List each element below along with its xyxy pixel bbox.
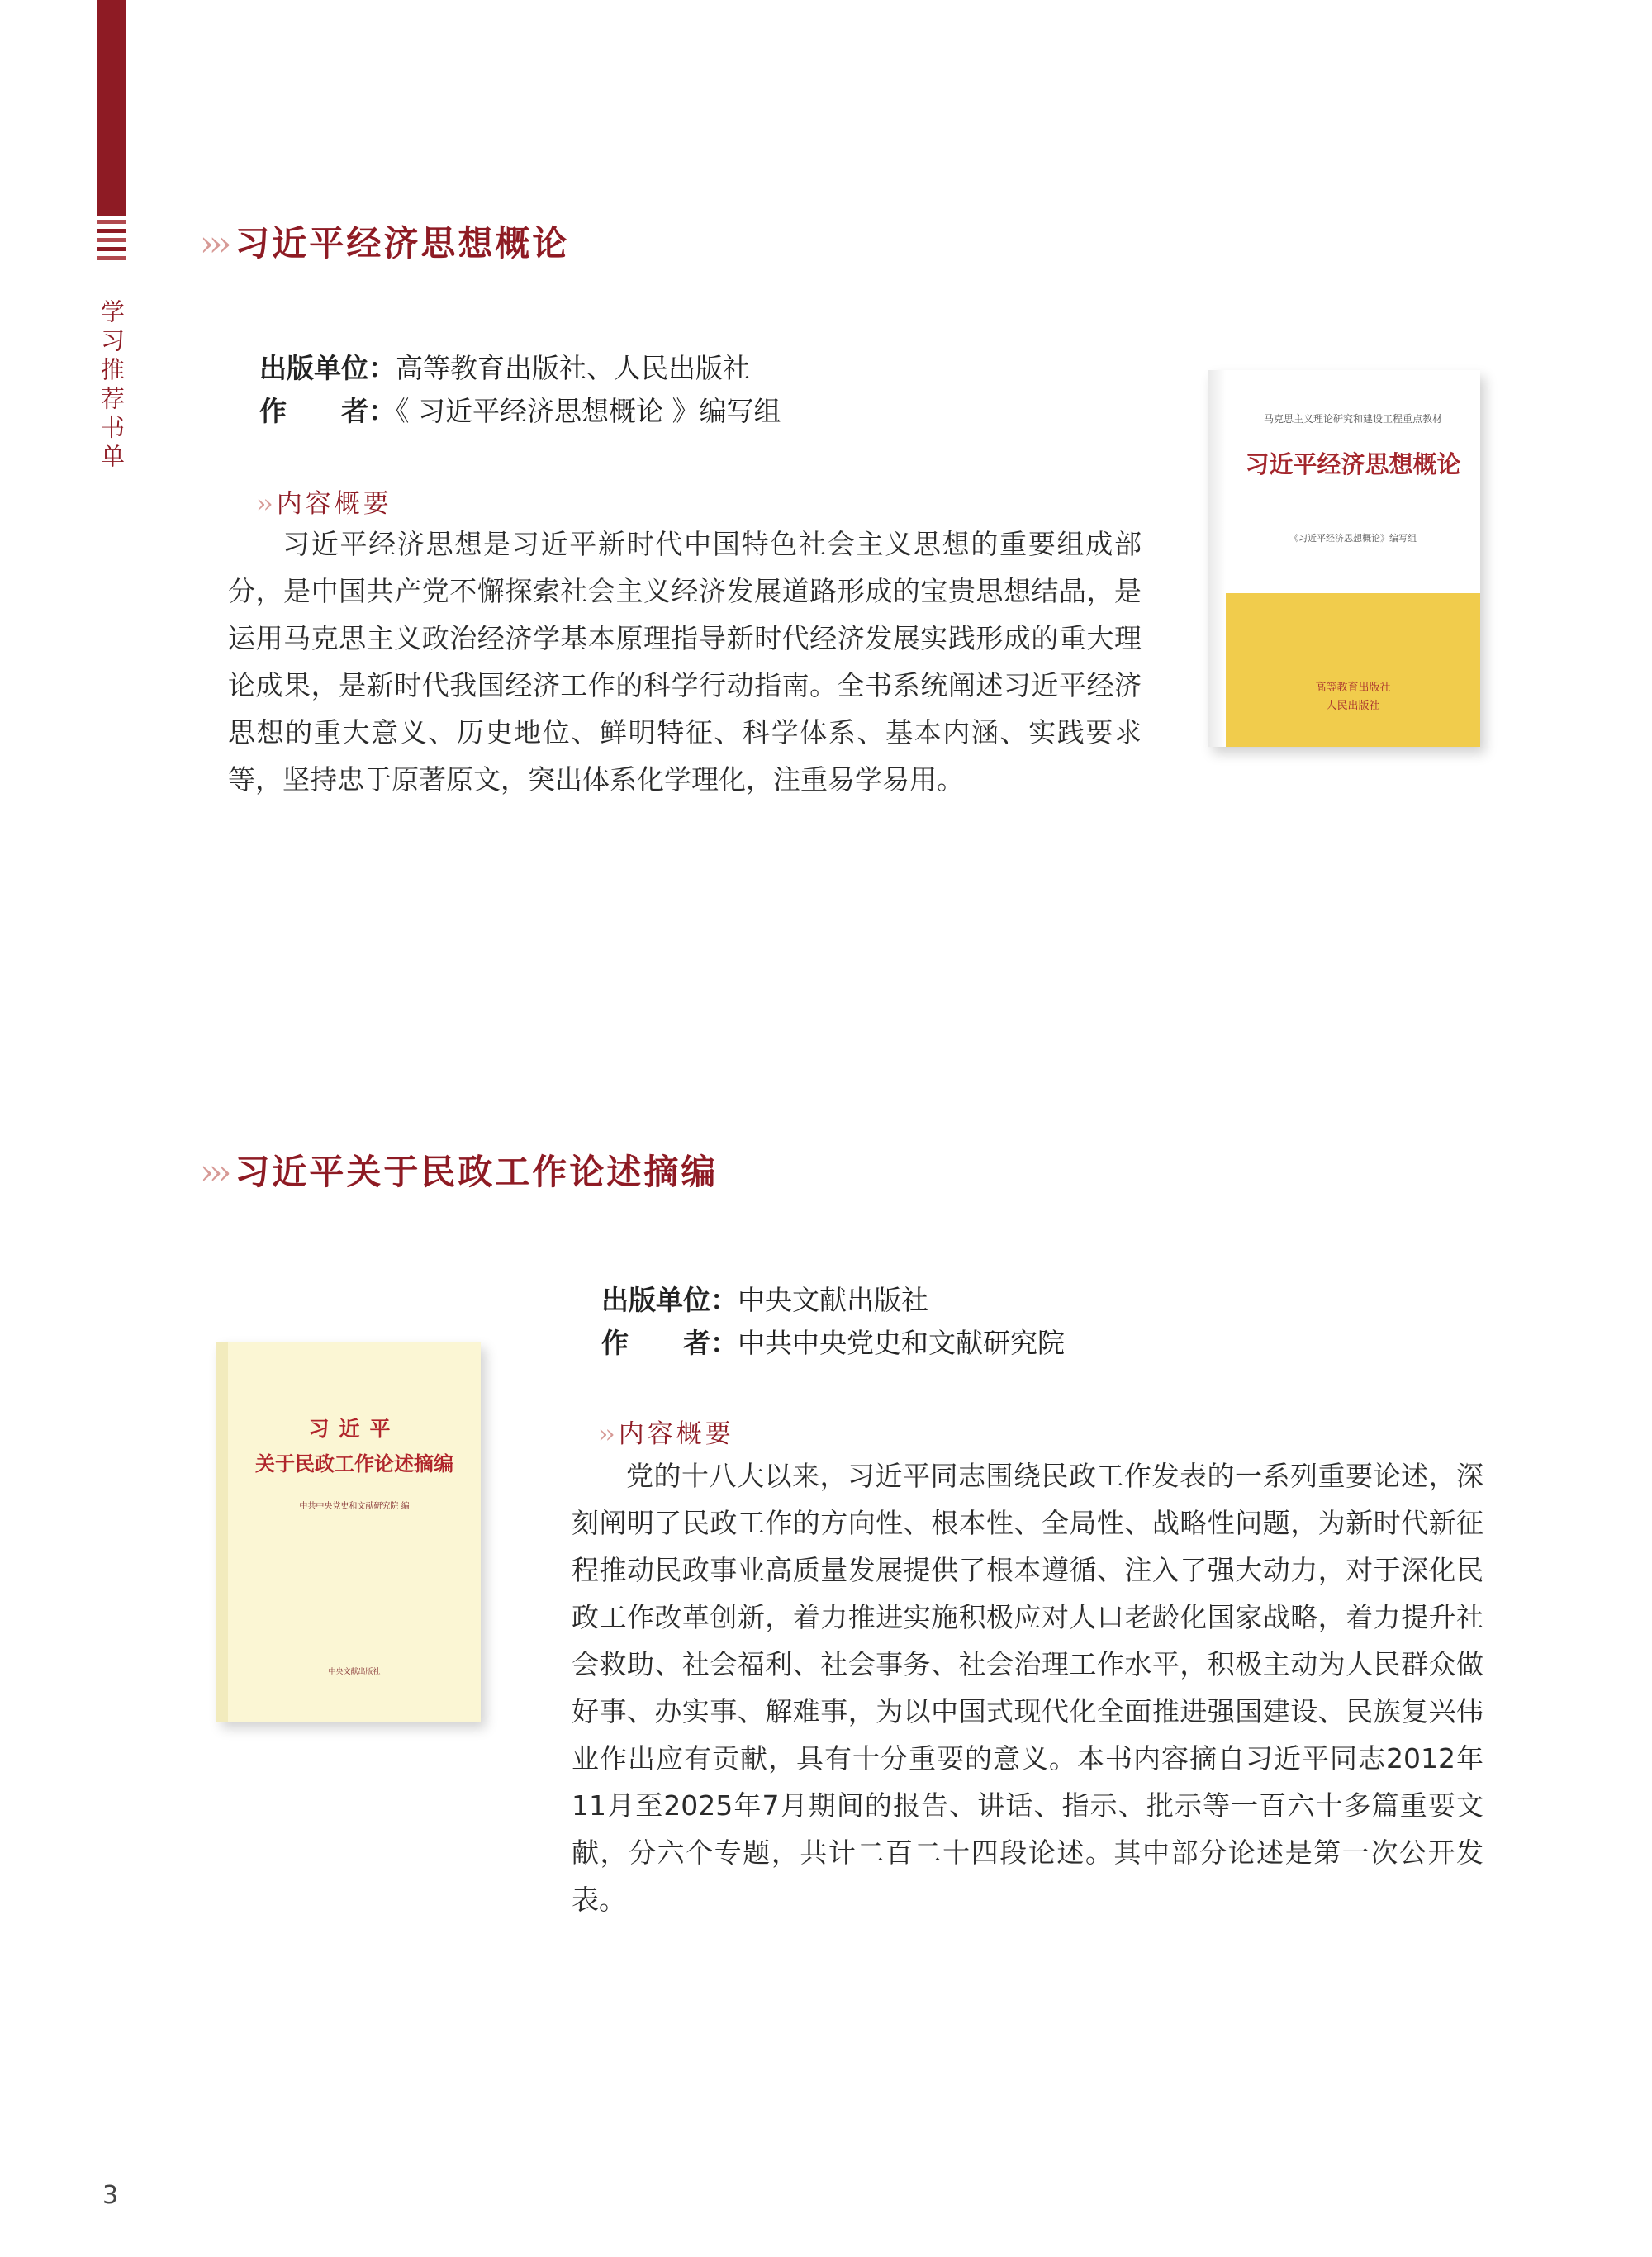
book2-cover-spine bbox=[216, 1342, 228, 1722]
page-number: 3 bbox=[102, 2181, 119, 2210]
sidebar-label: 学习推荐书单 bbox=[97, 299, 126, 473]
book1-title: ››› 习近平经济思想概论 bbox=[200, 223, 570, 264]
sidebar-bar bbox=[97, 0, 126, 216]
book2-publisher: 中央文献出版社 bbox=[738, 1284, 928, 1316]
book2-publisher-label: 出版单位： bbox=[601, 1284, 738, 1316]
book1-author-label: 作 者： bbox=[259, 395, 396, 427]
book2-cover-publisher: 中央文献出版社 bbox=[328, 1668, 381, 1676]
book2-summary: 党的十八大以来，习近平同志围绕民政工作发表的一系列重要论述，深刻阐明了民政工作的方向性、根本性、全局性、战略性问题，为新时代新征程推动民政事业高质量发展提供了根本遵循、注入了强大动力，对于深化民政工作改革创新，着力推进实施积极应对人口老龄化国家战略，着力提升社会救助、社会福利、社会事务、社会治理工作水平，积极主动为人民群众做好事、办实事、解难事，为以中国式现代化全面推进强国建设、民族复兴伟业作出应有贡献，具有十分重要的意义。本书内容摘自习近平同志2012年11月至2025年7月期间的报告、讲话、指示、批示等一百六十多篇重要文献，分六个专题，共计二百二十四段论述。其中部分论述是第一次公开发表。 bbox=[572, 1460, 1483, 1916]
book2-author-label: 作 者： bbox=[601, 1327, 738, 1359]
book1-author: 《 习近平经济思想概论 》编写组 bbox=[396, 395, 781, 427]
book1-cover-spine bbox=[1208, 370, 1227, 747]
book1-cover bbox=[1208, 370, 1480, 747]
sidebar-stripes bbox=[97, 220, 126, 265]
book1-publisher-label: 出版单位： bbox=[259, 352, 396, 384]
book1-cover-author: 《习近平经济思想概论》编写组 bbox=[1289, 533, 1417, 544]
book1-author-row bbox=[259, 390, 781, 433]
book1-cover-series: 马克思主义理论研究和建设工程重点教材 bbox=[1263, 413, 1442, 425]
book1-cover-title: 习近平经济思想概论 bbox=[1245, 450, 1461, 478]
book2-title: ››› 习近平关于民政工作论述摘编 bbox=[200, 1152, 719, 1192]
book2-cover-title-line1: 习近平 bbox=[308, 1417, 401, 1441]
book1-publisher-row bbox=[259, 347, 781, 390]
chevron-icon: ›› bbox=[256, 489, 270, 519]
book1-summary-heading: ›› 内容概要 bbox=[256, 489, 392, 519]
book1-publisher: 高等教育出版社、人民出版社 bbox=[396, 352, 750, 384]
book2-author-row bbox=[601, 1322, 1065, 1365]
book2-cover bbox=[216, 1342, 481, 1722]
book2-cover-editor: 中共中央党史和文献研究院 编 bbox=[299, 1502, 410, 1511]
book1-cover-publisher: 高等教育出版社 人民出版社 bbox=[1315, 682, 1391, 712]
book2-publisher-row bbox=[601, 1279, 1065, 1322]
chevron-icon: ››› bbox=[200, 1152, 227, 1192]
book2-summary-heading: ›› 内容概要 bbox=[598, 1419, 734, 1449]
book2-author: 中共中央党史和文献研究院 bbox=[738, 1327, 1065, 1359]
book2-cover-title-line2: 关于民政工作论述摘编 bbox=[255, 1452, 453, 1475]
book2-meta bbox=[601, 1279, 1065, 1365]
chevron-icon: ››› bbox=[200, 223, 227, 264]
chevron-icon: ›› bbox=[598, 1419, 612, 1449]
book1-summary: 习近平经济思想是习近平新时代中国特色社会主义思想的重要组成部分，是中国共产党不懈探索社会主义经济发展道路形成的宝贵思想结晶，是运用马克思主义政治经济学基本原理指导新时代经济发展实践形成的重大理论成果，是新时代我国经济工作的科学行动指南。全书系统阐述习近平经济思想的重大意义、历史地位、鲜明特征、科学体系、基本内涵、实践要求等，坚持忠于原著原文，突出体系化学理化，注重易学易用。 bbox=[228, 528, 1142, 796]
book1-meta bbox=[259, 347, 781, 433]
